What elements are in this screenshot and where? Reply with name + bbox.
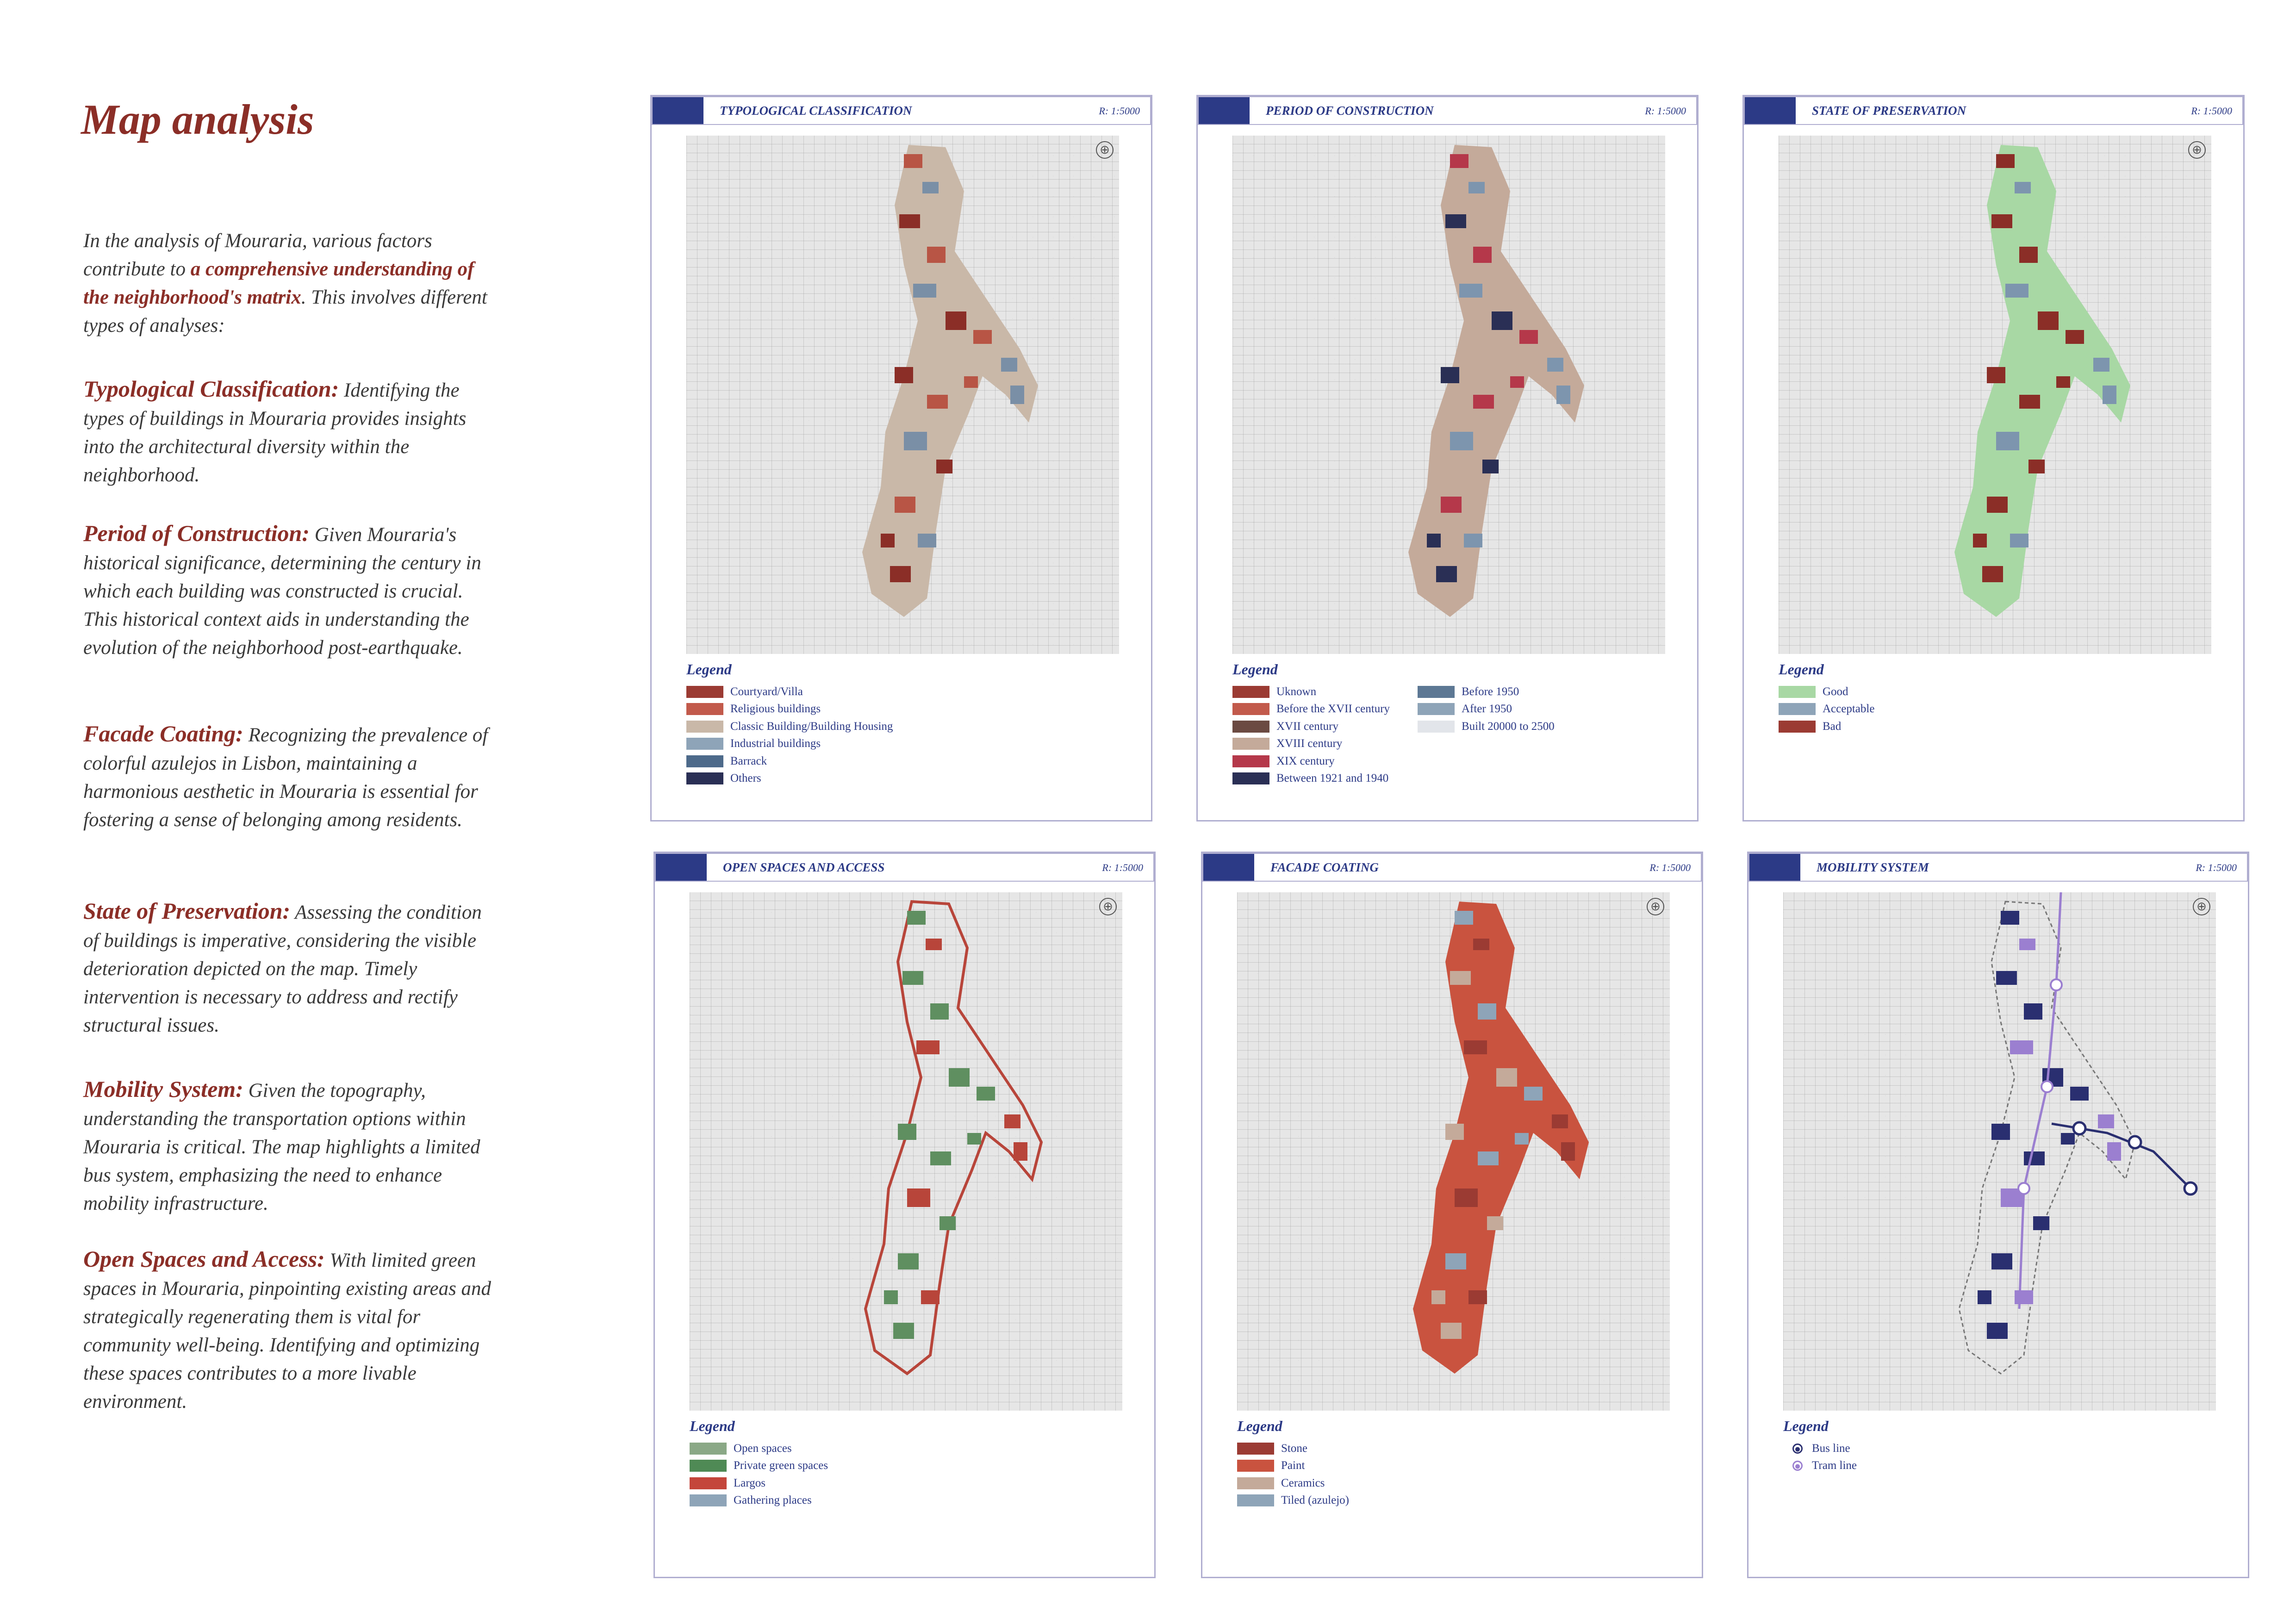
legend-label: Others — [730, 772, 761, 785]
building-block — [1468, 1290, 1487, 1304]
building-block — [1450, 154, 1468, 168]
building-block — [893, 1323, 914, 1339]
building-block — [1014, 1142, 1027, 1161]
legend-label: Good — [1823, 685, 1848, 698]
legend-swatch — [690, 1460, 727, 1472]
legend-swatch — [1237, 1443, 1274, 1455]
panel-header — [1202, 853, 1702, 882]
bus-line-icon: ● — [1792, 1444, 1803, 1454]
section-heading: Period of Construction: — [83, 520, 310, 546]
building-block — [881, 534, 895, 548]
section-open-spaces — [83, 1245, 500, 1416]
panel-title: FACADE COATING — [1270, 860, 1379, 874]
legend-swatch — [1237, 1494, 1274, 1506]
legend-item — [1232, 683, 1390, 701]
panel-title: STATE OF PRESERVATION — [1812, 104, 1966, 118]
building-block — [918, 534, 936, 548]
legend-item — [1418, 718, 1555, 735]
bus-stop-icon — [2073, 1122, 2085, 1134]
panel-typological-classification — [650, 95, 1152, 821]
building-block — [1991, 214, 2012, 228]
building-block — [1987, 497, 2008, 513]
building-block — [898, 1253, 919, 1269]
building-block — [1973, 534, 1987, 548]
legend-swatch — [1232, 686, 1269, 698]
neighborhood-map — [1232, 136, 1665, 654]
building-block — [1450, 971, 1471, 985]
legend-label: Largos — [734, 1476, 765, 1489]
building-block — [1436, 566, 1457, 582]
legend-label: Uknown — [1276, 685, 1317, 698]
tram-stop-icon — [2018, 1183, 2029, 1194]
legend-item — [1779, 701, 1874, 718]
section-heading: Open Spaces and Access: — [83, 1246, 325, 1272]
building-block — [922, 182, 939, 193]
legend-item — [1232, 735, 1390, 753]
map-drawing — [1783, 892, 2216, 1411]
building-block — [967, 1133, 981, 1145]
building-block — [2001, 911, 2019, 925]
legend-item — [1418, 701, 1555, 718]
legend-swatch — [1232, 721, 1269, 733]
north-arrow-icon: ⊕ — [1096, 141, 1114, 159]
building-block — [1455, 1188, 1478, 1207]
panel-state-of-preservation — [1742, 95, 2245, 821]
legend-column — [1232, 683, 1390, 787]
building-block — [1561, 1142, 1575, 1161]
building-block — [1492, 311, 1512, 330]
panel-title: PERIOD OF CONSTRUCTION — [1266, 104, 1434, 118]
map-drawing — [1237, 892, 1670, 1411]
section-text: Recognizing the prevalence of colorful azulejos in Lisbon, maintaining a harmonious aesthetic in Mouraria is essential for fostering a sense of belonging among residents. — [83, 724, 488, 831]
legend-swatch — [1418, 703, 1455, 715]
panel-header — [1198, 96, 1697, 125]
legend-label: XVII century — [1276, 720, 1338, 733]
building-block — [1996, 154, 2015, 168]
north-arrow-icon: ⊕ — [2193, 898, 2210, 915]
building-block — [1982, 566, 2003, 582]
tram-stop-icon — [2041, 1081, 2053, 1092]
legend-label: Bus line — [1812, 1442, 1850, 1455]
section-heading: State of Preservation: — [83, 898, 291, 924]
legend-column — [1779, 683, 1874, 735]
building-block — [1478, 1003, 1496, 1020]
legend-title: Legend — [1783, 1418, 1829, 1434]
building-block — [2024, 1151, 2045, 1165]
building-block — [1441, 1323, 1462, 1339]
scale-label: R: 1:5000 — [2196, 862, 2237, 873]
building-block — [907, 911, 926, 925]
legend-label: Tram line — [1812, 1459, 1857, 1472]
building-block — [1996, 971, 2017, 985]
building-block — [2028, 460, 2045, 473]
building-block — [898, 1124, 916, 1140]
building-block — [1464, 1040, 1487, 1054]
building-block — [2019, 939, 2035, 950]
building-block — [1487, 1216, 1503, 1230]
north-arrow-icon: ⊕ — [2188, 141, 2206, 159]
intro-highlight: a comprehensive understanding of the neighborhood's matrix — [83, 258, 474, 308]
legend-item — [1232, 701, 1390, 718]
building-block — [2019, 395, 2040, 409]
section-period — [83, 519, 500, 662]
building-block — [1441, 497, 1462, 513]
legend-label: Before 1950 — [1462, 685, 1519, 698]
building-block — [902, 971, 923, 985]
panel-period-of-construction — [1196, 95, 1699, 821]
legend-swatch — [1232, 755, 1269, 767]
legend-column — [686, 683, 893, 787]
building-block — [1450, 432, 1473, 450]
north-arrow-icon: ⊕ — [1099, 898, 1117, 915]
building-block — [1547, 358, 1563, 372]
legend-label: XVIII century — [1276, 737, 1343, 750]
section-text: Identifying the types of buildings in Mouraria provides insights into the architectural diversity within the neighborhood. — [83, 380, 467, 486]
legend-swatch — [686, 721, 723, 733]
building-block — [2093, 358, 2109, 372]
neighborhood-map — [1779, 136, 2211, 654]
legend-item — [1783, 1457, 1857, 1475]
panel-facade-coating — [1201, 852, 1703, 1578]
legend-column — [1783, 1440, 1857, 1475]
building-block — [899, 214, 920, 228]
section-text: Assessing the condition of buildings is imperative, considering the visible deterioration depicted on the map. Timely intervention is necessary to address and rectify structural issues. — [83, 902, 482, 1036]
building-block — [936, 460, 952, 473]
legend-swatch — [686, 755, 723, 767]
panel-title: OPEN SPACES AND ACCESS — [723, 860, 885, 874]
panel-header — [1748, 853, 2248, 882]
legend-swatch — [686, 738, 723, 750]
building-block — [2056, 376, 2070, 388]
legend-title: Legend — [1779, 661, 1824, 678]
legend-title: Legend — [690, 1418, 735, 1434]
legend-swatch — [686, 703, 723, 715]
legend-item — [1232, 770, 1390, 788]
legend-label: Tiled (azulejo) — [1281, 1494, 1349, 1507]
scale-label: R: 1:5000 — [1102, 862, 1143, 873]
legend-item — [686, 770, 893, 788]
building-block — [1996, 432, 2019, 450]
legend-swatch — [690, 1494, 727, 1506]
legend-item — [1237, 1492, 1349, 1510]
panel-title: TYPOLOGICAL CLASSIFICATION — [720, 104, 912, 118]
building-block — [2103, 386, 2116, 404]
scale-label: R: 1:5000 — [1099, 105, 1140, 117]
building-block — [2015, 1290, 2033, 1304]
building-block — [973, 330, 992, 344]
building-block — [1987, 1323, 2008, 1339]
legend-item — [1237, 1457, 1349, 1475]
legend-item — [686, 718, 893, 735]
panel-header — [655, 853, 1154, 882]
building-block — [1001, 358, 1017, 372]
legend-swatch — [686, 772, 723, 784]
legend-item — [1232, 753, 1390, 770]
building-block — [940, 1216, 956, 1230]
legend-swatch — [1779, 721, 1816, 733]
legend-label: Between 1921 and 1940 — [1276, 772, 1389, 785]
legend-item — [690, 1475, 828, 1492]
building-block — [1515, 1133, 1529, 1145]
building-block — [2070, 1087, 2089, 1101]
building-block — [1445, 1253, 1466, 1269]
building-block — [1478, 1151, 1499, 1165]
panel-header — [1744, 96, 2243, 125]
legend-swatch — [1237, 1460, 1274, 1472]
building-block — [1552, 1114, 1568, 1128]
building-block — [904, 432, 927, 450]
legend-label: Acceptable — [1823, 703, 1875, 716]
section-preservation — [83, 897, 500, 1039]
building-block — [1468, 182, 1485, 193]
section-heading: Facade Coating: — [83, 721, 243, 747]
building-block — [921, 1290, 940, 1304]
tram-route — [2019, 892, 2061, 1309]
building-block — [904, 154, 922, 168]
legend-item — [1783, 1440, 1857, 1457]
building-block — [907, 1188, 930, 1207]
legend-label: Religious buildings — [730, 703, 821, 716]
legend-title: Legend — [686, 661, 732, 678]
neighborhood-map — [686, 136, 1119, 654]
section-facade — [83, 720, 500, 834]
building-block — [1441, 367, 1459, 383]
building-block — [1991, 1253, 2012, 1269]
map-drawing — [1779, 136, 2211, 654]
neighborhood-map — [1783, 892, 2216, 1411]
legend-swatch — [1779, 686, 1816, 698]
building-block — [1519, 330, 1538, 344]
building-block — [2098, 1114, 2114, 1128]
map-drawing — [1232, 136, 1665, 654]
building-block — [2033, 1216, 2049, 1230]
intro-text-start: In the analysis of Mouraria, various factors contribute to — [83, 230, 432, 280]
legend-swatch — [1418, 686, 1455, 698]
legend-label: Courtyard/Villa — [730, 685, 803, 698]
building-block — [1431, 1290, 1445, 1304]
legend-column — [1418, 683, 1555, 735]
building-block — [1459, 284, 1482, 298]
panel-mobility-system — [1747, 852, 2249, 1578]
legend-label: XIX century — [1276, 754, 1335, 767]
header-color-block — [653, 97, 703, 124]
legend-item — [1779, 718, 1874, 735]
map-drawing — [690, 892, 1122, 1411]
legend-item — [690, 1457, 828, 1475]
building-block — [916, 1040, 940, 1054]
building-block — [2066, 330, 2084, 344]
building-block — [1482, 460, 1499, 473]
header-color-block — [1203, 854, 1254, 881]
section-text: With limited green spaces in Mouraria, pinpointing existing areas and strategically regenerating them is vital for community well-being. Identifying and optimizing these spaces contributes to a more livable environment. — [83, 1250, 492, 1412]
header-color-block — [1199, 97, 1250, 124]
building-block — [1010, 386, 1024, 404]
legend-item — [1232, 718, 1390, 735]
section-typological — [83, 375, 500, 489]
legend-item — [690, 1440, 828, 1457]
building-block — [1004, 1114, 1020, 1128]
legend-label: Gathering places — [734, 1494, 812, 1507]
legend-title: Legend — [1232, 661, 1278, 678]
intro-text-end: . This involves different types of analyses: — [83, 286, 487, 336]
legend-label: Open spaces — [734, 1442, 792, 1455]
building-block — [1427, 534, 1441, 548]
legend-swatch — [1232, 703, 1269, 715]
legend-item — [686, 753, 893, 770]
building-block — [890, 566, 911, 582]
section-heading: Typological Classification: — [83, 376, 339, 402]
legend-label: Ceramics — [1281, 1476, 1325, 1489]
legend-label: Built 20000 to 2500 — [1462, 720, 1555, 733]
section-text: Given Mouraria's historical significance, determining the century in which each building was constructed is crucial. This historical context aids in understanding the evolution of the neighborhood post-earthquake. — [83, 524, 481, 659]
legend-swatch — [690, 1443, 727, 1455]
legend-swatch — [686, 686, 723, 698]
legend-item — [690, 1492, 828, 1510]
scale-label: R: 1:5000 — [1649, 862, 1691, 873]
intro-paragraph — [83, 227, 500, 340]
building-block — [1473, 939, 1489, 950]
legend-item — [1418, 683, 1555, 701]
building-block — [2005, 284, 2028, 298]
legend-label: Barrack — [730, 754, 767, 767]
building-block — [949, 1068, 970, 1087]
building-block — [895, 367, 913, 383]
building-block — [1473, 247, 1492, 263]
legend-title: Legend — [1237, 1418, 1282, 1434]
building-block — [926, 939, 942, 950]
legend-item — [1237, 1440, 1349, 1457]
building-block — [1455, 911, 1473, 925]
legend-swatch — [1779, 703, 1816, 715]
building-block — [1510, 376, 1524, 388]
building-block — [1496, 1068, 1517, 1087]
legend-label: After 1950 — [1462, 703, 1512, 716]
legend-label: Classic Building/Building Housing — [730, 720, 893, 733]
header-color-block — [1745, 97, 1796, 124]
north-arrow-icon: ⊕ — [1647, 898, 1664, 915]
building-block — [1991, 1124, 2010, 1140]
building-block — [913, 284, 936, 298]
building-block — [2010, 1040, 2033, 1054]
scale-label: R: 1:5000 — [1645, 105, 1686, 117]
legend-column — [690, 1440, 828, 1509]
building-block — [2019, 247, 2038, 263]
tram-stop-icon — [2051, 979, 2062, 990]
building-block — [895, 497, 915, 513]
building-block — [927, 395, 948, 409]
building-block — [2061, 1133, 2075, 1145]
legend-swatch — [690, 1477, 727, 1489]
neighborhood-map — [690, 892, 1122, 1411]
neighborhood-map — [1237, 892, 1670, 1411]
header-color-block — [656, 854, 707, 881]
building-block — [930, 1003, 949, 1020]
building-block — [2015, 182, 2031, 193]
building-block — [946, 311, 966, 330]
scale-label: R: 1:5000 — [2191, 105, 2232, 117]
building-block — [1445, 214, 1466, 228]
building-block — [2107, 1142, 2121, 1161]
bus-stop-icon — [2184, 1182, 2196, 1195]
building-block — [2010, 534, 2028, 548]
building-block — [1556, 386, 1570, 404]
map-drawing — [686, 136, 1119, 654]
building-block — [964, 376, 978, 388]
tram-line-icon: ● — [1792, 1461, 1803, 1471]
legend-item — [686, 701, 893, 718]
building-block — [884, 1290, 898, 1304]
legend-label: Industrial buildings — [730, 737, 821, 750]
legend-swatch — [1232, 738, 1269, 750]
legend-label: Paint — [1281, 1459, 1305, 1472]
legend-item — [1237, 1475, 1349, 1492]
building-block — [1987, 367, 2005, 383]
header-color-block — [1749, 854, 1800, 881]
legend-item — [686, 683, 893, 701]
legend-swatch — [1237, 1477, 1274, 1489]
legend-swatch — [1232, 772, 1269, 784]
building-block — [977, 1087, 995, 1101]
legend-swatch — [1418, 721, 1455, 733]
legend-label: Bad — [1823, 720, 1842, 733]
legend-item — [686, 735, 893, 753]
bus-stop-icon — [2129, 1136, 2141, 1148]
panel-header — [652, 96, 1151, 125]
building-block — [927, 247, 946, 263]
section-heading: Mobility System: — [83, 1076, 243, 1102]
panel-title: MOBILITY SYSTEM — [1817, 860, 1929, 874]
legend-label: Private green spaces — [734, 1459, 828, 1472]
building-block — [1445, 1124, 1464, 1140]
legend-label: Stone — [1281, 1442, 1307, 1455]
legend-label: Before the XVII century — [1276, 703, 1390, 716]
building-block — [930, 1151, 951, 1165]
building-block — [2038, 311, 2059, 330]
section-text: Given the topography, understanding the transportation options within Mouraria is critical. The map highlights a limited bus system, emphasizing the need to enhance mobility infrastructure. — [83, 1080, 480, 1214]
building-block — [1464, 534, 1482, 548]
legend-item — [1779, 683, 1874, 701]
legend-column — [1237, 1440, 1349, 1509]
building-block — [1978, 1290, 1991, 1304]
section-mobility — [83, 1075, 500, 1218]
panel-open-spaces-and-access — [653, 852, 1156, 1578]
building-block — [1524, 1087, 1543, 1101]
building-block — [2024, 1003, 2042, 1020]
building-block — [1473, 395, 1494, 409]
page-title: Map analysis — [81, 96, 314, 143]
